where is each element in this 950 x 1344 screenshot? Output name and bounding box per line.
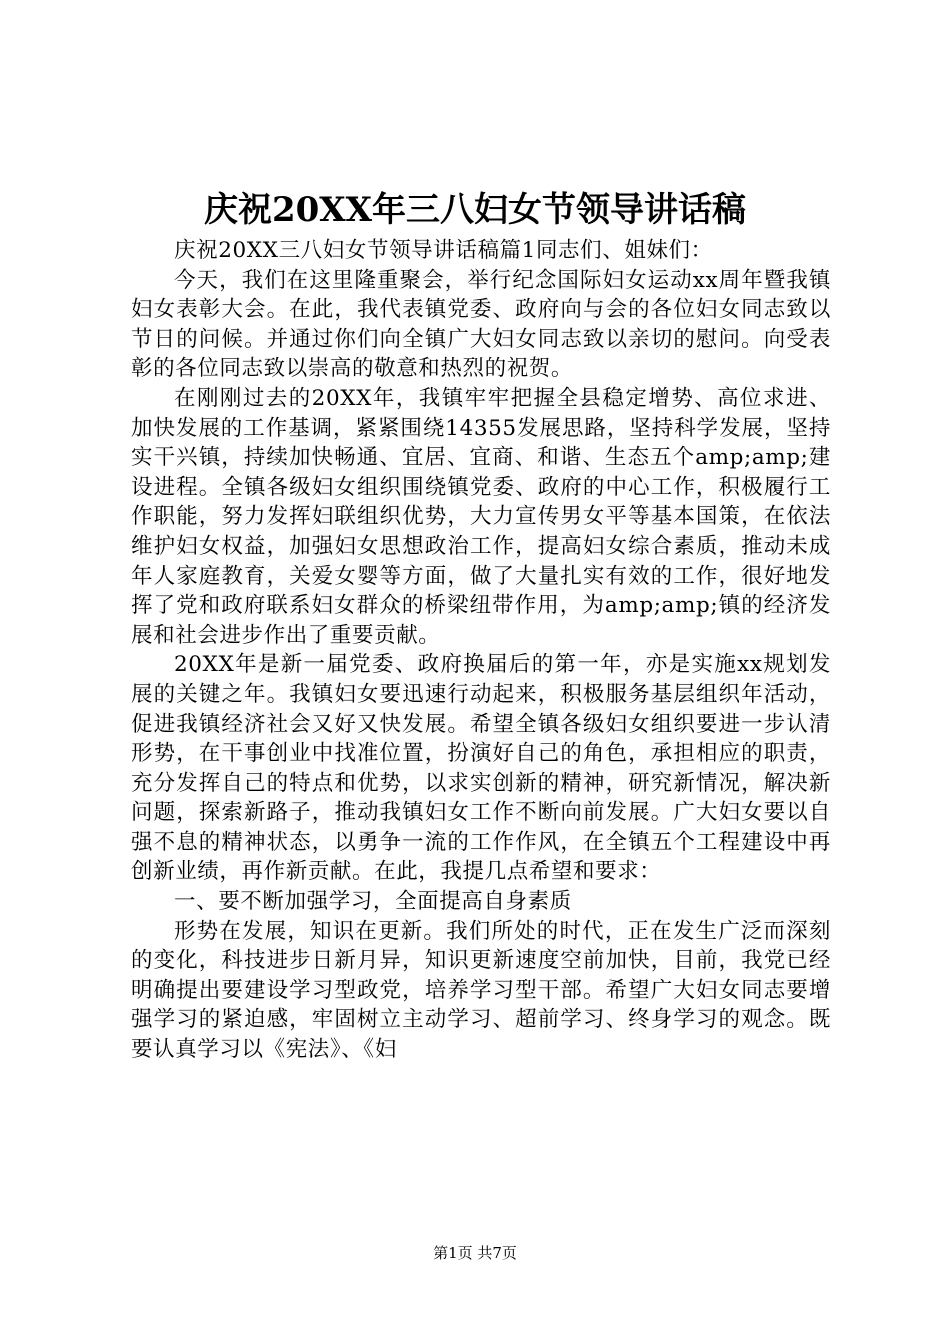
page-number-footer: 第1页 共7页 — [433, 1244, 517, 1262]
section-heading-1: 一、要不断加强学习，全面提高自身素质 — [174, 889, 572, 915]
document-body — [131, 236, 831, 1065]
paragraph-learning: 形势在发展，知识在更新。我们所处的时代，正在发生广泛而深刻的变化，科技进步日新月异，知识更新速度空前加快，目前，我党已经明确提出要建设学习型政党，培养学习型干部。希望广大妇女同志要增强学习的紧迫感，牢固树立主动学习、超前学习、终身学习的观念。既要认真学习以《宪法》、《妇 — [131, 918, 831, 1063]
paragraph-review: 在刚刚过去的20XX年，我镇牢牢把握全县稳定增势、高位求进、加快发展的工作基调，紧紧围绕14355发展思路，坚持科学发展，坚持实干兴镇，持续加快畅通、宜居、宜商、和谐、生态五个amp;amp;建设进程。全镇各级妇女组织围绕镇党委、政府的中心工作，积极履行工作职能，努力发挥妇联组织优势，大力宣传男女平等基本国策，在依法维护妇女权益，加强妇女思想政治工作，提高妇女综合素质，推动未成年人家庭教育，关爱女婴等方面，做了大量扎实有效的工作，很好地发挥了党和政府联系妇女群众的桥梁纽带作用，为amp;amp;镇的经济发展和社会进步作出了重要贡献。 — [131, 385, 831, 648]
paragraph-outlook: 20XX年是新一届党委、政府换届后的第一年，亦是实施xx规划发展的关键之年。我镇妇女要迅速行动起来，积极服务基层组织年活动，促进我镇经济社会又好又快发展。希望全镇各级妇女组织要进一步认清形势，在干事创业中找准位置，扮演好自己的角色，承担相应的职责，充分发挥自己的特点和优势，以求实创新的精神，研究新情况，解决新问题，探索新路子，推动我镇妇女工作不断向前发展。广大妇女要以自强不息的精神状态，以勇争一流的工作作风，在全镇五个工程建设中再创新业绩，再作新贡献。在此，我提几点希望和要求： — [131, 652, 831, 885]
document-title: 庆祝20XX年三八妇女节领导讲话稿 — [203, 190, 747, 230]
paragraph-greeting: 今天，我们在这里隆重聚会，举行纪念国际妇女运动xx周年暨我镇妇女表彰大会。在此，我代表镇党委、政府向与会的各位妇女同志致以节日的问候。并通过你们向全镇广大妇女同志致以亲切的慰问。向受表彰的各位同志致以崇高的敬意和热烈的祝贺。 — [131, 267, 831, 382]
paragraph-intro: 庆祝20XX三八妇女节领导讲话稿篇1同志们、姐妹们： — [174, 238, 713, 263]
